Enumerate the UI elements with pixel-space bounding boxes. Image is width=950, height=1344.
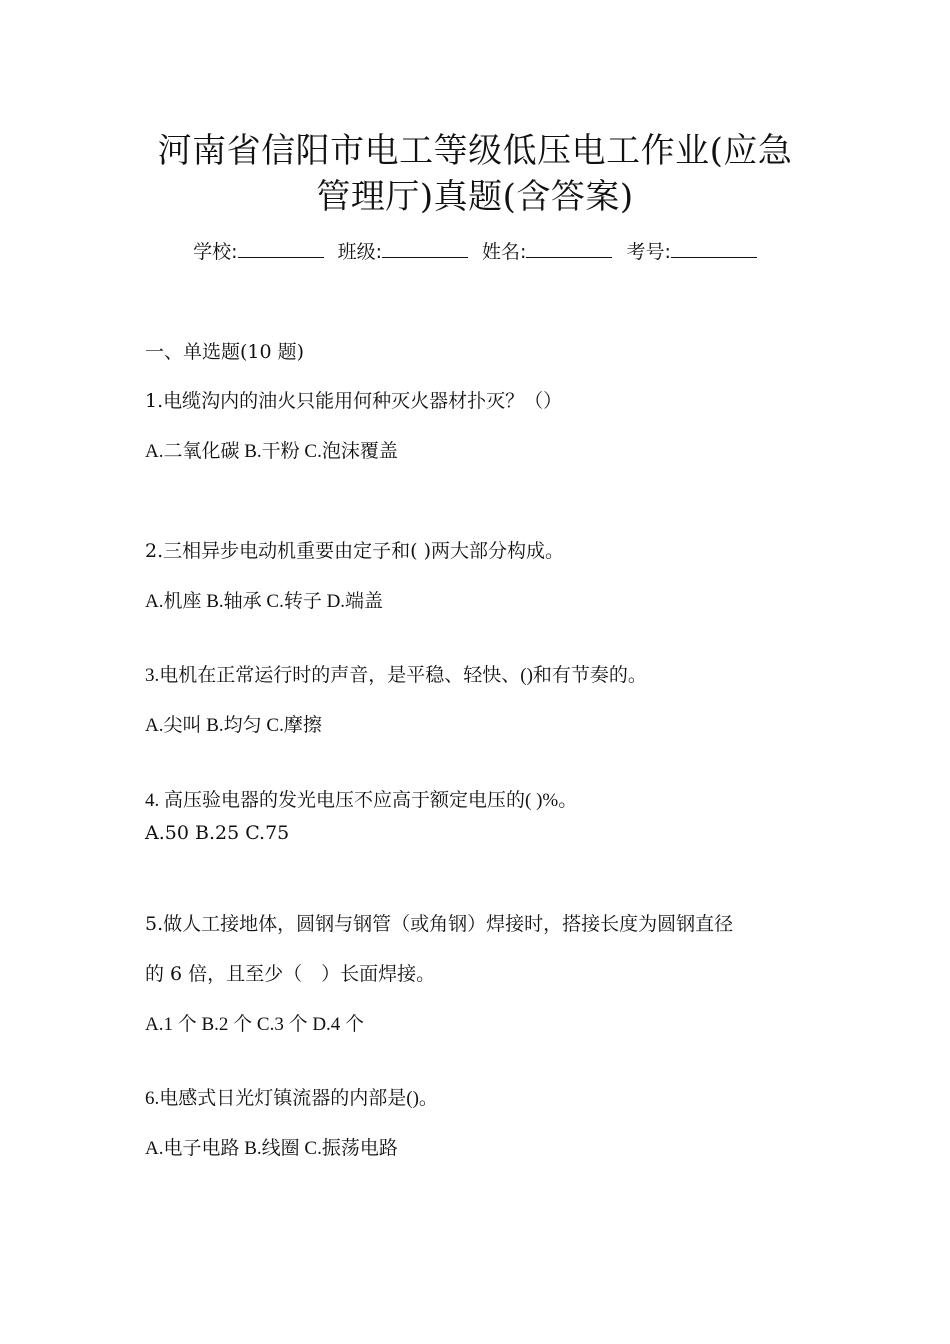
title-line-2: 管理厅)真题(含答案) xyxy=(316,177,634,217)
name-label: 姓名: xyxy=(482,241,527,263)
question-5-text-line-2: 的 6 倍，且至少（ ）长面焊接。 xyxy=(145,963,436,985)
name-field xyxy=(482,241,612,263)
document-title xyxy=(110,128,840,220)
section-heading: 一、单选题(10 题) xyxy=(145,341,305,363)
school-label: 学校: xyxy=(193,241,238,263)
question-4-options: A.50 B.25 C.75 xyxy=(145,822,290,844)
student-info-line xyxy=(0,237,950,264)
name-blank[interactable] xyxy=(526,239,612,258)
question-6-options: A.电子电路 B.线圈 C.振荡电路 xyxy=(145,1138,398,1159)
question-4-text: 4. 高压验电器的发光电压不应高于额定电压的( )%。 xyxy=(145,790,578,811)
question-5-options: A.1 个 B.2 个 C.3 个 D.4 个 xyxy=(145,1014,365,1035)
question-2-text: 2.三相异步电动机重要由定子和( )两大部分构成。 xyxy=(145,540,564,562)
question-1-text: 1.电缆沟内的油火只能用何种灭火器材扑灭？（） xyxy=(145,390,563,412)
question-3-text: 3.电机在正常运行时的声音，是平稳、轻快、()和有节奏的。 xyxy=(145,665,647,686)
question-6-text: 6.电感式日光灯镇流器的内部是()。 xyxy=(145,1088,438,1109)
school-blank[interactable] xyxy=(238,239,324,258)
class-field xyxy=(338,241,468,263)
question-1-options: A.二氧化碳 B.干粉 C.泡沫覆盖 xyxy=(145,441,398,462)
class-blank[interactable] xyxy=(382,239,468,258)
title-line-1: 河南省信阳市电工等级低压电工作业(应急 xyxy=(157,131,793,171)
question-3-options: A.尖叫 B.均匀 C.摩擦 xyxy=(145,715,322,736)
question-2-options: A.机座 B.轴承 C.转子 D.端盖 xyxy=(145,591,384,612)
class-label: 班级: xyxy=(337,241,382,263)
exam-number-field xyxy=(626,241,756,263)
question-5-text-line-1: 5.做人工接地体，圆钢与钢管（或角钢）焊接时，搭接长度为圆钢直径 xyxy=(145,913,734,935)
exam-number-blank[interactable] xyxy=(671,239,757,258)
school-field xyxy=(193,241,323,263)
exam-number-label: 考号: xyxy=(626,241,671,263)
